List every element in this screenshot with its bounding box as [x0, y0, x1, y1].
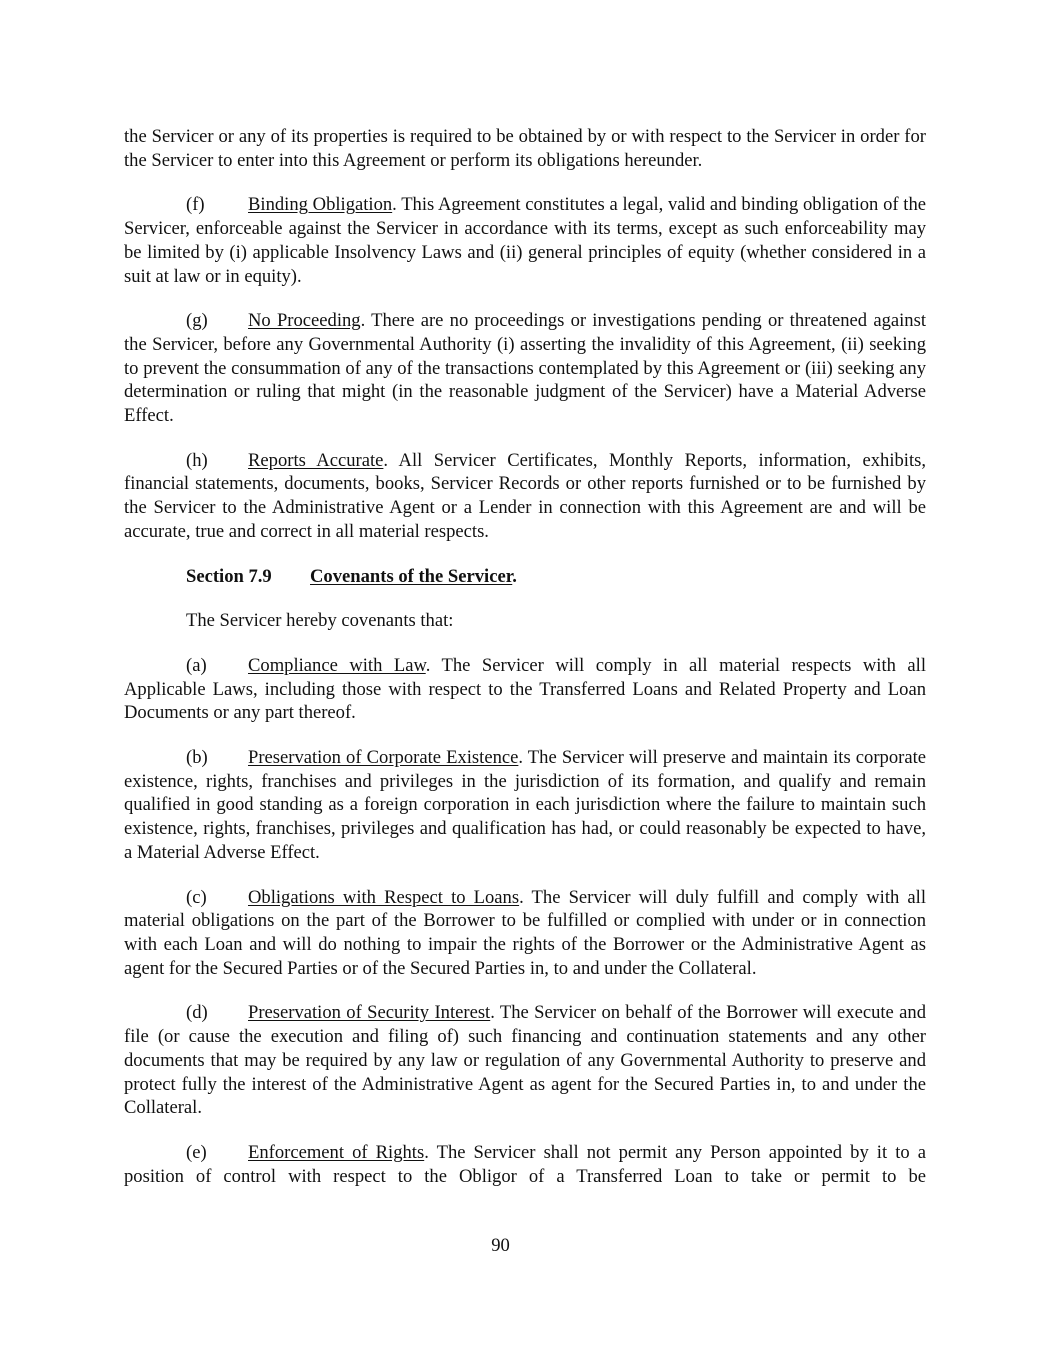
clause-heading: No Proceeding	[248, 310, 361, 332]
clause-label: (b)	[186, 747, 208, 769]
clause-heading: Binding Obligation	[248, 194, 393, 216]
document-page	[124, 125, 926, 1209]
continuation-paragraph: the Servicer or any of its properties is required to be obtained by or with respect to the Servicer in order for the Servicer to enter into this Agreement or perform its obligations hereunder.	[124, 126, 926, 171]
clause-body: . There are no proceedings or investigations pending or threatened against the Servicer, before any Governmental Authority (i) asserting the invalidity of this Agreement, (ii) seeking to prevent the consummation of any of the transactions contemplated by this Agreement or (iii) seeking any determination or ruling that might (in the reasonable judgment of the Servicer) have a Material Adverse Effect.	[124, 310, 926, 427]
clause-label: (e)	[186, 1141, 207, 1163]
clause-label: (a)	[186, 654, 207, 676]
section-title-suffix: .	[512, 565, 517, 587]
clause-label: (f)	[186, 194, 205, 216]
clause-body: . All Servicer Certificates, Monthly Reports, information, exhibits, financial statements, documents, books, Servicer Records or other reports furnished or to be furnished by the Servicer to the Administrative Agent or a Lender in connection with this Agreement are and will be accurate, true and correct in all material respects.	[124, 449, 926, 542]
clause-heading: Preservation of Corporate Existence	[248, 747, 519, 769]
clause-heading: Preservation of Security Interest	[248, 1002, 491, 1024]
clause-label: (d)	[186, 1002, 208, 1024]
clause-body: . The Servicer on behalf of the Borrower will execute and file (or cause the execution and filing of) such financing and continuation statements and any other documents that may be required by any law or regulation of any Governmental Authority to preserve and protect fully the interest of the Administrative Agent as agent for the Secured Parties in, to and under the Collateral.	[124, 1002, 926, 1119]
covenant-paragraph-a	[124, 654, 926, 725]
page-number: 90	[491, 1235, 510, 1256]
section-heading	[124, 565, 926, 589]
covenant-paragraph-e	[124, 1141, 926, 1188]
clause-body: . The Servicer shall not permit any Person appointed by it to a position of control with respect to the Obligor of a Transferred Loan to take or permit to be	[124, 1141, 926, 1187]
section-title: Covenants of the Servicer	[310, 565, 513, 587]
clause-body: . The Servicer will comply in all material respects with all Applicable Laws, including those with respect to the Transferred Loans and Related Property and Loan Documents or any part thereof.	[124, 654, 926, 724]
section-intro: The Servicer hereby covenants that:	[186, 610, 454, 632]
clause-body: . The Servicer will preserve and maintain its corporate existence, rights, franchises and privileges in the jurisdiction of its formation, and qualify and remain qualified in good standing as a foreign corporation in each jurisdiction where the failure to maintain such existence, rights, franchises, privileges and qualification has had, or could reasonably be expected to have, a Material Adverse Effect.	[124, 747, 926, 863]
clause-label: (c)	[186, 886, 207, 908]
covenant-paragraph-c	[124, 886, 926, 981]
clause-heading: Reports Accurate	[248, 449, 384, 471]
clause-label: (h)	[186, 449, 208, 471]
clause-heading: Compliance with Law	[248, 654, 426, 676]
clause-body: . The Servicer will duly fulfill and comply with all material obligations on the part of the Borrower to be fulfilled or complied with under or in connection with each Loan and will do nothing to impair the rights of the Borrower or the Administrative Agent as agent for the Secured Parties or of the Secured Parties in, to and under the Collateral.	[124, 886, 926, 979]
clause-label: (g)	[186, 310, 208, 332]
clause-heading: Enforcement of Rights	[248, 1141, 425, 1163]
covenant-paragraph-d	[124, 1001, 926, 1120]
clause-body: . This Agreement constitutes a legal, valid and binding obligation of the Servicer, enforceable against the Servicer in accordance with its terms, except as such enforceability may be limited by (i) applicable Insolvency Laws and (ii) general principles of equity (whether considered in a suit at law or in equity).	[124, 194, 926, 287]
rep-paragraph-g	[124, 309, 926, 428]
clause-heading: Obligations with Respect to Loans	[248, 886, 520, 908]
section-number: Section 7.9	[186, 565, 272, 587]
covenant-paragraph-b	[124, 746, 926, 865]
rep-paragraph-f	[124, 193, 926, 288]
rep-paragraph-h	[124, 449, 926, 544]
